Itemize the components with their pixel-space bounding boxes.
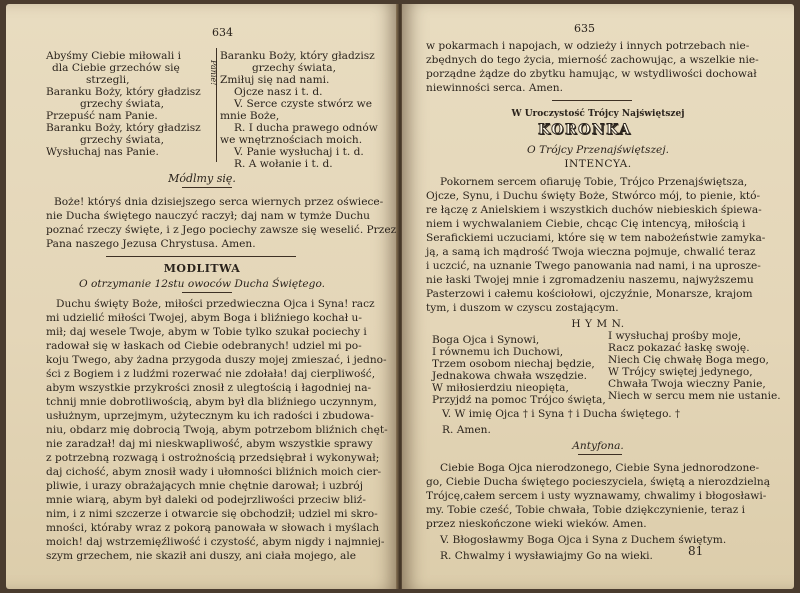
litany-line: Baranku Boży, który gładzisz [220, 50, 375, 62]
litany-line: we wnętrznościach moich. [220, 134, 363, 146]
text-line: Pana naszego Jezusa Chrystusa. Amen. [46, 238, 256, 250]
hymn-line: Boga Ojca i Synowi, [432, 334, 540, 346]
closing-r: R. Chwalmy i wysławiajmy Go na wieki. [440, 550, 653, 562]
text-line: usłużnym, uprzejmym, użytecznym ku ich radości i zbudowa- [46, 410, 374, 422]
text-line: Ciebie Boga Ojca nierodzonego, Ciebie Syna jednorodzone- [440, 462, 760, 474]
text-line: nie zaradzał! daj mi nieskwapliwość, abym wszystkie sprawy [46, 438, 373, 450]
divider-line [182, 187, 232, 188]
hymn-line: Niech Cię chwałę Boga mego, [608, 354, 769, 366]
koronka-subtitle: O Trójcy Przenajświętszej. [527, 144, 669, 156]
koronka-title: KORONKA [538, 122, 632, 138]
litany-line: R. I ducha prawego odnów [234, 122, 378, 134]
versicle-v [442, 408, 680, 421]
text-line: Pokornem sercem ofiaruję Tobie, Trójco Przenajświętsza, [440, 176, 748, 188]
litany-line: dla Ciebie grzechów się [52, 62, 180, 74]
litany-line: Baranku Boży, który gładzisz [46, 86, 201, 98]
hymn-line: W Trójcy swiętej jedynego, [608, 366, 753, 378]
hymn-line: Przyjdź na pomoc Trójco święta, [432, 394, 606, 406]
hymn-heading: H Y M N. [571, 318, 625, 330]
modlmy-heading: Módlmy się. [168, 172, 236, 185]
left-page [6, 4, 398, 589]
text-line: Pasterzowi i całemu kościołowi, ojczyźnie, Monarsze, krajom [426, 288, 753, 300]
modlitwa-subtitle: O otrzymanie 12stu owoców Ducha Świętego. [78, 278, 326, 290]
versicle-v-part: i Ducha świętego. [576, 408, 672, 420]
versicle-v-part: V. W imię Ojca [442, 408, 520, 420]
divider-line [106, 256, 296, 257]
text-line: re łączę z Anielskiem i wszystkich duchów niebieskich śpiewa- [426, 204, 762, 216]
litany-line: grzechy świata, [80, 134, 164, 146]
text-line: w pokarmach i napojach, w odzieży i innych potrzebach nie- [426, 40, 750, 52]
litany-line: Zmiłuj się nad nami. [220, 74, 330, 86]
closing-v: V. Błogosławmy Boga Ojca i Syna z Duchem świętym. [440, 534, 727, 546]
cross-icon: † [675, 409, 681, 420]
signature-number: 81 [688, 544, 704, 558]
text-line: pliwie, i urazy obrażających mnie chętnie darował; i uzbrój [46, 480, 363, 492]
hymn-line: I wysłuchaj prośby moje, [608, 330, 742, 342]
text-line: porządne żądze do zbytku hamując, w wstydliwości dochował [426, 68, 757, 80]
hymn-line: Jednakowa chwała wszędzie. [432, 370, 587, 382]
hymn-line: Racz pokazać łaskę swoję. [608, 342, 750, 354]
text-line: nie Ducha świętego nauczyć raczył; daj nam w tymże Duchu [46, 210, 370, 222]
divider-line [578, 454, 622, 455]
hymn-line: I równemu ich Duchowi, [432, 346, 564, 358]
litany-line: Ojcze nasz i t. d. [234, 86, 323, 98]
text-line: abym wszystkie przykrości znosił z ulegtością i łagodniej na- [46, 382, 372, 394]
versicle-r: R. Amen. [442, 424, 491, 436]
divider-line [552, 100, 632, 101]
text-line: mi udzielić miłości Twojej, abym Boga i bliźniego kochał u- [46, 312, 362, 324]
text-line: ją, a samą ich mądrość Twoja wieczna pojmuje, chwalić teraz [426, 246, 756, 258]
page-number: 634 [212, 26, 233, 39]
text-line: tym, i duszom w czyscu zostającym. [426, 302, 619, 314]
text-line: niewinności serca. Amen. [426, 82, 563, 94]
hymn-line: W miłosierdziu nieopięta, [432, 382, 569, 394]
litany-line: strzegli, [86, 74, 130, 86]
feast-line: W Uroczystość Trójcy Najświętszej [511, 109, 685, 119]
litany-line: mnie Boże, [220, 110, 280, 122]
text-line: daj cichość, abym znosił wady i ułomności bliźnich moich cier- [46, 466, 382, 478]
page-number: 635 [574, 22, 595, 35]
text-line: z potrzebną rozwagą i ostrożnością przedsiębrał i wykonywał; [46, 452, 380, 464]
cross-icon: † [567, 409, 573, 420]
litany-line: grzechy świata, [80, 98, 164, 110]
text-line: mił; daj wesele Twoje, abym w Tobie tylko szukał pociechy i [46, 326, 367, 338]
text-line: i uczcić, na uznanie Twego panowania nad nami, i na uprosze- [426, 260, 761, 272]
text-line: moich! daj wstrzemięźliwość i czystość, abym nigdy i najmniej- [46, 536, 385, 548]
text-line: szym grzechem, nie skaził ani duszy, ani ciała mojego, ale [46, 550, 357, 562]
litany-line: Wysłuchaj nas Panie. [46, 146, 159, 158]
text-line: ści z Bogiem i z ludźmi rozerwać nie zdołała! daj cierpliwość, [46, 368, 376, 380]
text-line: radował się w łaskach od Ciebie odebranych! udziel mi po- [46, 340, 362, 352]
litany-line: Baranku Boży, który gładzisz [46, 122, 201, 134]
text-line: nim, i z nimi szczerze i otwarcie się obchodził; udziel mi skro- [46, 508, 378, 520]
text-line: tchnij mnie dobrotliwością, abym był dla bliźniego uczynnym, [46, 396, 377, 408]
text-line: Serafickiemi uczuciami, które się w tem nabożeństwie zamyka- [426, 232, 766, 244]
hymn-line: Chwała Twoja wieczny Panie, [608, 378, 766, 390]
hymn-line: Niech w sercu mem nie ustanie. [608, 390, 781, 402]
hymn-line: Trzem osobom niechaj będzie, [432, 358, 595, 370]
modlitwa-heading: MODLITWA [163, 262, 241, 275]
text-line: koju Twego, aby żadna przygoda duszy mojej zmieszać, i jedno- [46, 354, 387, 366]
text-line: mnie wiarą, abym był daleki od podejrzliwości przeciw bliź- [46, 494, 366, 506]
litany-line: R. A wołanie i t. d. [234, 158, 333, 170]
divider-line [182, 292, 232, 293]
antyfona-heading: Antyfona. [572, 440, 624, 452]
versicle-v-part: i Syna [531, 408, 565, 420]
litany-line: Abyśmy Ciebie miłowali i [46, 50, 181, 62]
litany-line: V. Panie wysłuchaj i t. d. [234, 146, 364, 158]
litany-line: V. Serce czyste stwórz we [234, 98, 373, 110]
text-line: niem i wychwalaniem Ciebie, chcąc Cię intencyą, miłością i [426, 218, 746, 230]
litany-line: grzechy świata, [252, 62, 336, 74]
text-line: zbędnych do tego życia, mierność zachowując, a wszelkie nie- [426, 54, 759, 66]
text-line: nie łaski Twojej mnie i zgromadzeniu naszemu, najwyższemu [426, 274, 754, 286]
text-line: Boże! któryś dnia dzisiejszego serca wiernych przez oświece- [54, 196, 384, 208]
text-line: mności, któraby wraz z pokorą panowała w słowach i myślach [46, 522, 380, 534]
cross-icon: † [522, 409, 528, 420]
text-line: Duchu święty Boże, miłości przedwieczna Ojca i Syna! racz [56, 298, 375, 310]
litany-line: Przepuść nam Panie. [46, 110, 158, 122]
right-page [402, 4, 794, 589]
text-line: Trójcę,całem sercem i usty wyznawamy, chwalimy i błogosławi- [426, 490, 767, 502]
text-line: przez nieskończone wieki wieków. Amen. [426, 518, 647, 530]
side-label: Panie! [209, 60, 218, 86]
intencya-heading: INTENCYA. [564, 158, 632, 170]
text-line: go, Ciebie Ducha świętego pocieszyciela, świętą a nierozdzielną [426, 476, 771, 488]
text-line: Ojcze, Synu, i Duchu święty Boże, Stwórco mój, to pienie, któ- [426, 190, 761, 202]
text-line: niu, obdarz mię dobrocią Twoją, abym potrzebom bliźnich chęt- [46, 424, 388, 436]
text-line: my. Tobie cześć, Tobie chwała, Tobie dziękczynienie, teraz i [426, 504, 746, 516]
text-line: poznać rzeczy święte, i z Jego pociechy zawsze się weselić. Przez [46, 224, 397, 236]
